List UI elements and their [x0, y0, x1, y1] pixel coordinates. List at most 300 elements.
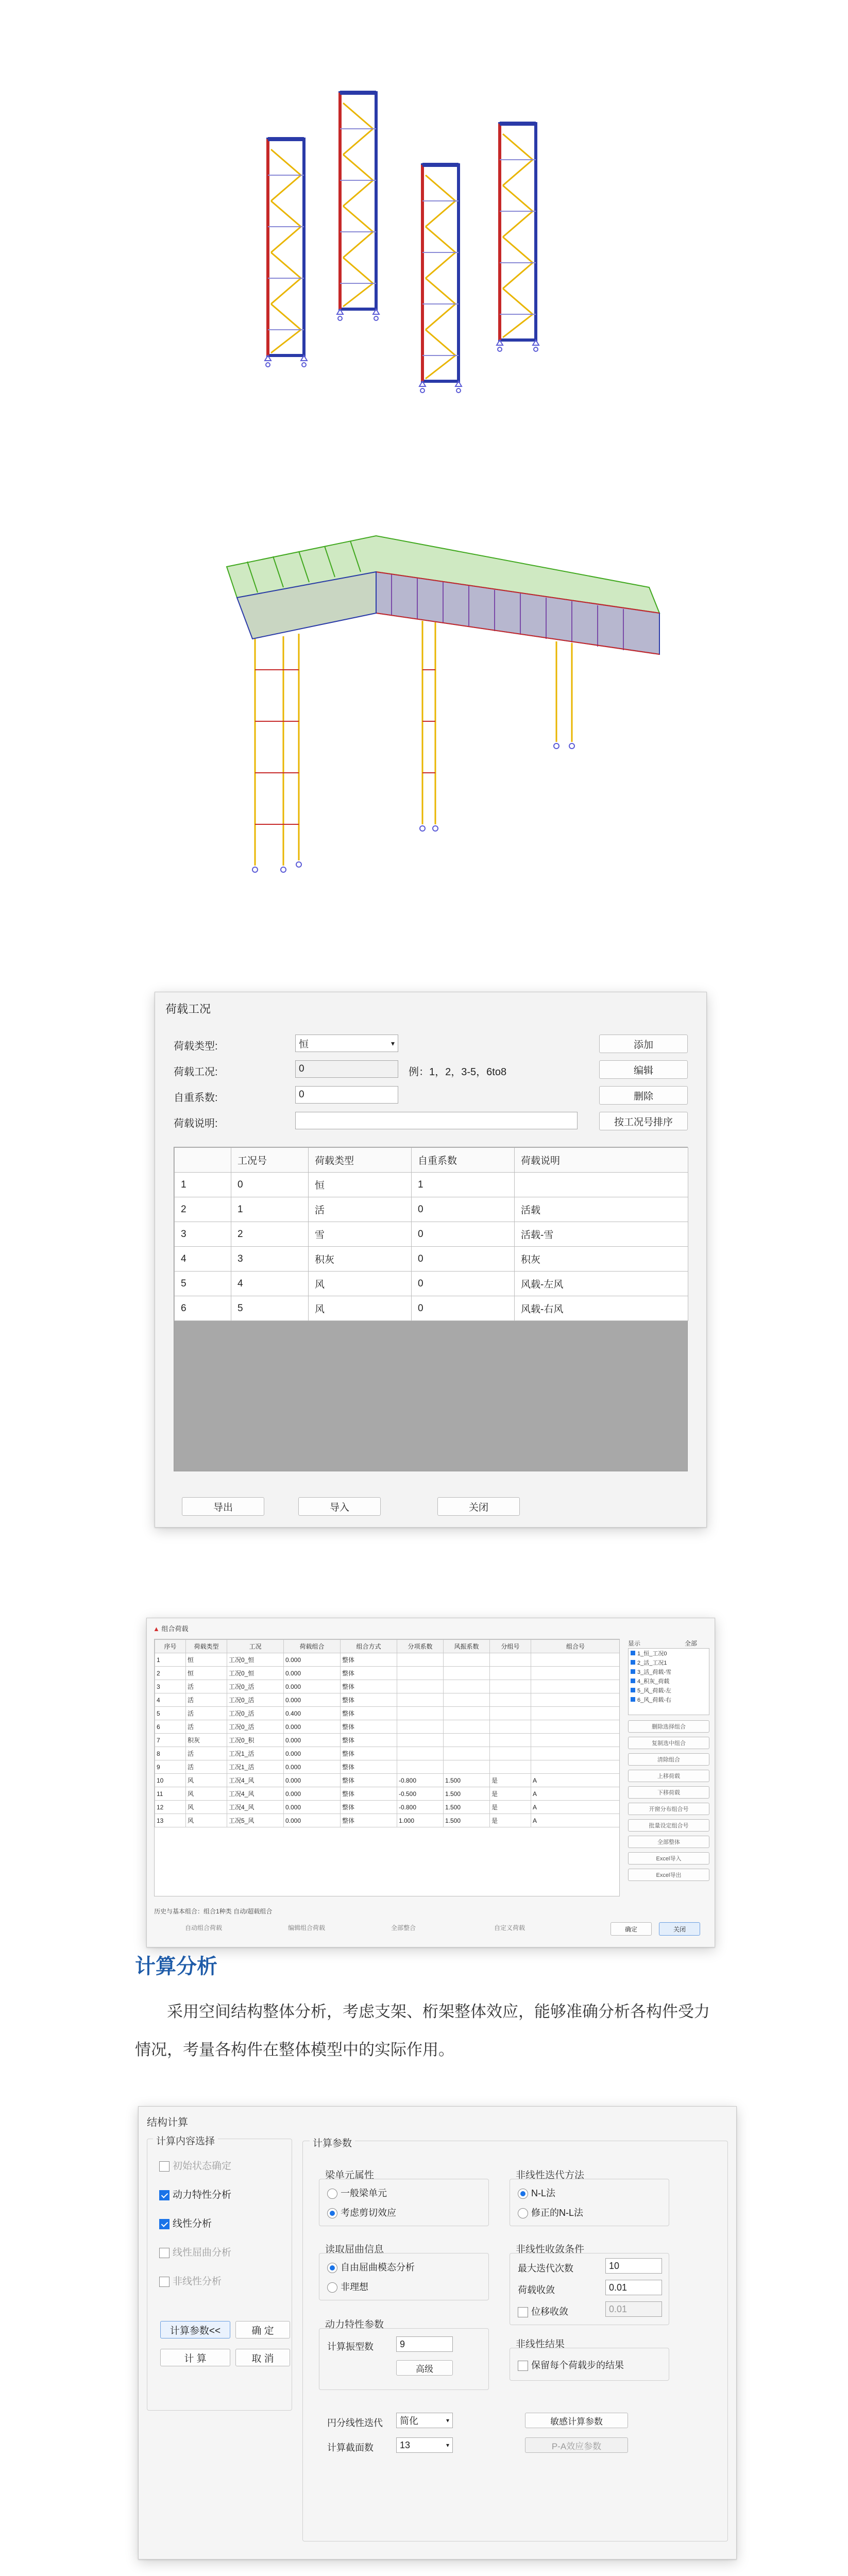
table-cell: 工况0_活 [227, 1680, 284, 1693]
load-combo-dialog [146, 1618, 715, 1947]
table-cell: 恒 [186, 1653, 227, 1667]
table-row[interactable] [155, 1760, 620, 1774]
table-cell: 是 [490, 1814, 531, 1827]
load-case-dialog [155, 992, 707, 1528]
table-cell: -0.800 [397, 1774, 444, 1787]
load-case-table-area [174, 1147, 688, 1471]
table-cell: 6 [155, 1720, 186, 1734]
table-cell: 0.000 [284, 1774, 341, 1787]
add-button[interactable]: 添加 [599, 1035, 688, 1053]
mode-iter-value: 简化 [400, 2416, 418, 2426]
chevron-down-icon: ▾ [446, 2417, 449, 2424]
table-row[interactable] [175, 1247, 688, 1272]
table-cell: 1 [412, 1173, 515, 1197]
table-cell: 0.000 [284, 1667, 341, 1680]
table-cell [531, 1667, 620, 1680]
dialog-title: 结构计算 [147, 2117, 188, 2128]
table-cell: 活载-雪 [515, 1222, 688, 1247]
combo-bottom-link[interactable]: 编辑组合荷载 [288, 1924, 326, 1931]
disp-conv-input[interactable]: 0.01 [605, 2301, 662, 2317]
table-cell: 活载 [515, 1197, 688, 1222]
nl-opt-nl-text: N-L法 [531, 2188, 556, 2198]
table-cell [397, 1760, 444, 1774]
table-row[interactable] [155, 1693, 620, 1707]
buckle-opt-free[interactable] [327, 2260, 415, 2274]
buckle-opt-free-text: 自由屈曲模态分析 [341, 2262, 415, 2273]
load-type-select[interactable] [295, 1035, 398, 1052]
nl-opt-modified-text: 修正的N-L法 [531, 2208, 584, 2218]
dialog-title: 组合荷载 [161, 1625, 189, 1633]
table-cell [490, 1693, 531, 1707]
table-cell: 0.400 [284, 1707, 341, 1720]
calc-item[interactable] [159, 2158, 231, 2172]
tree-item-label: 5_风_荷载-左 [637, 1688, 672, 1694]
table-cell: 1.000 [397, 1814, 444, 1827]
dyn-params-label: 动力特性参数 [325, 2319, 384, 2330]
self-weight-input[interactable]: 0 [295, 1086, 398, 1104]
table-cell [397, 1680, 444, 1693]
table-cell: 活 [186, 1707, 227, 1720]
table-cell: 11 [155, 1787, 186, 1801]
table-cell: 工况0_活 [227, 1720, 284, 1734]
table-cell [444, 1667, 490, 1680]
beam-opt-shear[interactable] [327, 2206, 396, 2219]
table-cell: 工况1_活 [227, 1747, 284, 1760]
tree-item-label: 3_活_荷载-雪 [637, 1669, 672, 1675]
calc-item[interactable] [159, 2187, 231, 2201]
all-label[interactable]: 全部 [685, 1640, 698, 1647]
combo-ok-button[interactable]: 确定 [610, 1922, 652, 1936]
table-cell [531, 1693, 620, 1707]
disp-conv-check[interactable] [518, 2304, 568, 2318]
table-cell: 活 [186, 1680, 227, 1693]
table-cell: 积灰 [186, 1734, 227, 1747]
table-cell: 1 [175, 1173, 231, 1197]
nl-opt-modified[interactable] [518, 2206, 583, 2219]
load-case-label: 荷载工况: [174, 1066, 218, 1078]
radio-icon [327, 2263, 337, 2273]
table-cell: 4 [155, 1693, 186, 1707]
combo-side-button[interactable]: 批量设定组合号 [628, 1819, 709, 1832]
table-cell: 整体 [341, 1787, 397, 1801]
tree-item[interactable] [629, 1658, 709, 1667]
table-cell: 风载-右风 [515, 1296, 688, 1321]
table-cell: 整体 [341, 1693, 397, 1707]
table-cell: 是 [490, 1774, 531, 1787]
combo-bottom-link[interactable]: 全部整合 [391, 1924, 416, 1931]
table-cell: 工况4_风 [227, 1774, 284, 1787]
tree-item[interactable] [629, 1667, 709, 1676]
nl-conv-label: 非线性收敛条件 [516, 2244, 585, 2255]
checkbox-icon [631, 1679, 635, 1683]
modes-input[interactable]: 9 [396, 2336, 453, 2352]
combo-side-button[interactable]: 删除选择组合 [628, 1720, 709, 1733]
max-iter-label: 最大迭代次数 [518, 2263, 573, 2274]
combo-side-button[interactable]: 复制选中组合 [628, 1737, 709, 1749]
table-cell: 13 [155, 1814, 186, 1827]
beam-opt-general[interactable] [327, 2186, 387, 2199]
table-cell: 0.000 [284, 1760, 341, 1774]
table-cell: 工况4_风 [227, 1801, 284, 1814]
table-cell [397, 1667, 444, 1680]
table-cell: 活 [186, 1693, 227, 1707]
load-type-value: 恒 [299, 1039, 309, 1050]
chevron-down-icon: ▾ [446, 2442, 449, 2449]
import-button[interactable]: 导入 [298, 1497, 381, 1516]
table-cell [444, 1734, 490, 1747]
calc-params-label: 计算参数 [310, 2136, 355, 2149]
table-cell: 12 [155, 1801, 186, 1814]
nl-method-label: 非线性迭代方法 [516, 2170, 585, 2181]
checkbox-icon [518, 2361, 528, 2371]
combo-side-button[interactable]: 上移荷载 [628, 1770, 709, 1782]
checkbox-icon [159, 2248, 169, 2258]
table-cell: 工况5_风 [227, 1814, 284, 1827]
mode-iter-select[interactable] [396, 2413, 453, 2428]
table-cell: 工况1_活 [227, 1760, 284, 1774]
advanced-button[interactable]: 高级 [396, 2360, 453, 2376]
table-cell: 4 [175, 1247, 231, 1272]
checkbox-icon [631, 1651, 635, 1655]
table-cell: 是 [490, 1801, 531, 1814]
table-row[interactable] [175, 1296, 688, 1321]
table-cell: 活 [186, 1747, 227, 1760]
load-conv-input[interactable]: 0.01 [605, 2280, 662, 2295]
sort-button[interactable]: 按工况号排序 [599, 1112, 688, 1130]
table-cell [490, 1667, 531, 1680]
radio-icon [518, 2208, 528, 2218]
table-cell: 整体 [341, 1653, 397, 1667]
table-cell: 0.000 [284, 1734, 341, 1747]
table-cell: 工况0_恒 [227, 1653, 284, 1667]
combo-bottom-link[interactable]: 自动组合荷载 [185, 1924, 223, 1931]
combo-tree[interactable] [628, 1648, 709, 1715]
load-conv-label: 荷载收敛 [518, 2285, 555, 2295]
close-button[interactable]: 关闭 [437, 1497, 520, 1516]
chevron-down-icon: ▾ [391, 1039, 395, 1047]
column-header: 序号 [155, 1640, 186, 1653]
structure-calc-dialog [138, 2106, 737, 2560]
combo-table [155, 1639, 620, 1827]
table-cell: 工况4_风 [227, 1787, 284, 1801]
table-cell [397, 1653, 444, 1667]
support-frames-model [247, 77, 577, 397]
table-cell: 恒 [186, 1667, 227, 1680]
table-row[interactable] [155, 1720, 620, 1734]
table-cell: 整体 [341, 1814, 397, 1827]
table-row[interactable] [155, 1734, 620, 1747]
table-cell: 0.000 [284, 1653, 341, 1667]
section-count-label: 计算截面数 [327, 2443, 374, 2453]
table-cell [444, 1693, 490, 1707]
tree-item-label: 4_积灰_荷载 [637, 1679, 670, 1685]
table-cell: 整体 [341, 1760, 397, 1774]
table-cell [515, 1173, 688, 1197]
calc-item[interactable] [159, 2274, 222, 2287]
buckle-opt-imperfect-text: 非理想 [341, 2282, 368, 2292]
table-cell: 工况0_恒 [227, 1667, 284, 1680]
load-desc-label: 荷载说明: [174, 1118, 218, 1129]
beam-opt-shear-text: 考虑剪切效应 [341, 2208, 396, 2218]
column-header: 分项系数 [397, 1640, 444, 1653]
checkbox-icon [159, 2277, 169, 2287]
table-cell: 10 [155, 1774, 186, 1787]
table-cell: 整体 [341, 1747, 397, 1760]
table-cell: 3 [155, 1680, 186, 1693]
edit-button[interactable]: 编辑 [599, 1060, 688, 1079]
table-row[interactable] [155, 1801, 620, 1814]
table-cell: 是 [490, 1787, 531, 1801]
dialog-title-bar [153, 1623, 189, 1633]
table-cell [531, 1653, 620, 1667]
table-cell: 工况0_活 [227, 1707, 284, 1720]
table-header-row [155, 1640, 620, 1653]
table-row[interactable] [155, 1707, 620, 1720]
table-cell: 风 [186, 1801, 227, 1814]
analysis-title: 计算分析 [135, 1955, 217, 1978]
disp-conv-text: 位移收敛 [531, 2307, 568, 2317]
delete-button[interactable]: 删除 [599, 1086, 688, 1105]
table-cell: 4 [231, 1272, 309, 1296]
table-cell [490, 1653, 531, 1667]
tree-item[interactable] [629, 1686, 709, 1695]
table-cell [531, 1760, 620, 1774]
tree-item[interactable] [629, 1695, 709, 1704]
load-case-table [174, 1147, 688, 1321]
combo-side-button[interactable]: 开窗分布组合号 [628, 1803, 709, 1815]
combo-side-button[interactable]: Excel导入 [628, 1852, 709, 1865]
column-header: 分组号 [490, 1640, 531, 1653]
table-cell: 0.000 [284, 1814, 341, 1827]
sensitivity-button[interactable]: 敏感计算参数 [525, 2413, 628, 2428]
table-cell [490, 1707, 531, 1720]
table-cell: 整体 [341, 1801, 397, 1814]
calc-content-label: 计算内容选择 [153, 2133, 218, 2147]
keep-results-check[interactable] [518, 2358, 624, 2371]
column-header: 荷载类型 [186, 1640, 227, 1653]
load-desc-input[interactable] [295, 1112, 578, 1129]
tree-item[interactable] [629, 1649, 709, 1658]
table-cell: 整体 [341, 1774, 397, 1787]
combo-note: 历史与基本组合：组合1种类 自动/超载组合 [154, 1908, 273, 1915]
table-cell: 0 [412, 1296, 515, 1321]
table-cell: 1 [155, 1653, 186, 1667]
max-iter-input[interactable]: 10 [605, 2258, 662, 2274]
table-cell [444, 1760, 490, 1774]
table-cell: 活 [186, 1720, 227, 1734]
combo-side-button[interactable]: 全部整体 [628, 1836, 709, 1848]
column-header [175, 1148, 231, 1173]
calc-ok-button[interactable]: 确 定 [235, 2321, 290, 2338]
table-row[interactable] [155, 1680, 620, 1693]
tree-item-label: 2_活_工况1 [637, 1660, 667, 1666]
tree-item[interactable] [629, 1676, 709, 1686]
table-cell [444, 1653, 490, 1667]
table-row[interactable] [175, 1197, 688, 1222]
combo-bottom-link[interactable]: 自定义荷载 [494, 1924, 525, 1931]
table-cell [531, 1707, 620, 1720]
column-header: 工况号 [231, 1148, 309, 1173]
buckle-opt-imperfect[interactable] [327, 2280, 368, 2293]
table-cell: 5 [231, 1296, 309, 1321]
table-cell [444, 1707, 490, 1720]
calc-item-label: 线性分析 [173, 2218, 212, 2229]
table-cell: 积灰 [309, 1247, 412, 1272]
table-cell: 0 [412, 1197, 515, 1222]
table-cell: 工况0_积 [227, 1734, 284, 1747]
calc-run-button[interactable]: 计 算 [160, 2349, 230, 2366]
table-cell: 0 [412, 1247, 515, 1272]
radio-icon [327, 2189, 337, 2199]
table-cell [444, 1680, 490, 1693]
table-cell: 7 [155, 1734, 186, 1747]
table-cell [397, 1720, 444, 1734]
table-cell [531, 1720, 620, 1734]
table-cell: 1 [231, 1197, 309, 1222]
column-header: 风振系数 [444, 1640, 490, 1653]
column-header: 荷载类型 [309, 1148, 412, 1173]
table-cell: 0.000 [284, 1787, 341, 1801]
table-row[interactable] [155, 1667, 620, 1680]
table-cell: A [531, 1801, 620, 1814]
column-header: 荷载组合 [284, 1640, 341, 1653]
table-cell [397, 1747, 444, 1760]
checkbox-icon [631, 1669, 635, 1674]
checkbox-icon [631, 1688, 635, 1692]
table-header-row [175, 1148, 688, 1173]
table-cell: 恒 [309, 1173, 412, 1197]
column-header: 组合号 [531, 1640, 620, 1653]
table-cell [490, 1720, 531, 1734]
table-row[interactable] [155, 1747, 620, 1760]
calc-params-button[interactable]: 计算参数<< [160, 2321, 230, 2338]
checkbox-icon [631, 1697, 635, 1702]
table-cell: 整体 [341, 1734, 397, 1747]
calc-cancel-button[interactable]: 取 消 [235, 2349, 290, 2366]
analysis-paragraph: 采用空间结构整体分析，考虑支架、桁架整体效应，能够准确分析各构件受力情况，考量各构件在整体模型中的实际作用。 [135, 2003, 710, 2059]
calc-item-label: 非线性分析 [173, 2276, 222, 2287]
column-header: 工况 [227, 1640, 284, 1653]
table-cell: 0.000 [284, 1720, 341, 1734]
table-cell: 3 [231, 1247, 309, 1272]
table-cell: 活 [186, 1760, 227, 1774]
table-cell: 0 [231, 1173, 309, 1197]
table-cell: 8 [155, 1747, 186, 1760]
modes-label: 计算振型数 [327, 2342, 374, 2352]
table-cell [444, 1720, 490, 1734]
table-cell: 0 [412, 1222, 515, 1247]
table-cell [397, 1734, 444, 1747]
mode-iter-label: 円分线性迭代 [327, 2418, 383, 2428]
load-case-hint: 例：1，2，3-5，6to8 [409, 1066, 507, 1078]
table-row[interactable] [175, 1173, 688, 1197]
table-cell: 积灰 [515, 1247, 688, 1272]
nl-opt-nl[interactable] [518, 2186, 555, 2199]
load-case-input[interactable]: 0 [295, 1060, 398, 1078]
load-type-label: 荷载类型: [174, 1041, 218, 1052]
table-row[interactable] [155, 1814, 620, 1827]
gallery-3d-model [206, 505, 685, 896]
combo-side-button[interactable]: 下移荷载 [628, 1786, 709, 1799]
table-cell: 活 [309, 1197, 412, 1222]
table-cell: 雪 [309, 1222, 412, 1247]
table-cell: 1.500 [444, 1801, 490, 1814]
calc-item-label: 初始状态确定 [173, 2161, 232, 2172]
table-row[interactable] [155, 1787, 620, 1801]
app-logo-icon: ▲ [153, 1625, 160, 1633]
combo-bottom-links [154, 1923, 597, 1936]
table-row[interactable] [155, 1774, 620, 1787]
checkbox-icon [159, 2161, 169, 2172]
table-cell: 整体 [341, 1720, 397, 1734]
table-cell: 0.000 [284, 1801, 341, 1814]
combo-side-button[interactable]: Excel导出 [628, 1869, 709, 1881]
checkbox-icon [159, 2190, 169, 2200]
table-cell: 0.000 [284, 1747, 341, 1760]
combo-side-panel [628, 1639, 709, 1896]
column-header: 荷载说明 [515, 1148, 688, 1173]
show-label: 显示 [628, 1640, 641, 1647]
table-cell: 0 [412, 1272, 515, 1296]
table-cell: 2 [231, 1222, 309, 1247]
table-cell: A [531, 1787, 620, 1801]
combo-side-button[interactable]: 清除组合 [628, 1753, 709, 1766]
table-cell: 1.500 [444, 1774, 490, 1787]
table-cell: 整体 [341, 1707, 397, 1720]
table-row[interactable] [175, 1272, 688, 1296]
radio-icon [327, 2208, 337, 2218]
table-cell [397, 1693, 444, 1707]
table-cell: 工况0_活 [227, 1693, 284, 1707]
section-count-select[interactable] [396, 2437, 453, 2453]
table-row[interactable] [155, 1653, 620, 1667]
table-cell [531, 1734, 620, 1747]
table-cell: 5 [155, 1707, 186, 1720]
table-cell: -0.500 [397, 1787, 444, 1801]
table-cell: 风载-左风 [515, 1272, 688, 1296]
table-cell: 6 [175, 1296, 231, 1321]
export-button[interactable]: 导出 [182, 1497, 264, 1516]
table-cell: 风 [186, 1774, 227, 1787]
table-cell [531, 1680, 620, 1693]
table-cell [531, 1747, 620, 1760]
radio-icon [327, 2282, 337, 2293]
calc-item[interactable] [159, 2216, 212, 2230]
radio-icon [518, 2189, 528, 2199]
table-cell: 整体 [341, 1667, 397, 1680]
table-cell [490, 1760, 531, 1774]
calc-item[interactable] [159, 2245, 231, 2259]
table-cell: 1.500 [444, 1814, 490, 1827]
table-row[interactable] [175, 1222, 688, 1247]
beam-opt-general-text: 一般梁单元 [341, 2188, 387, 2198]
checkbox-icon [631, 1660, 635, 1665]
table-cell: 0.000 [284, 1693, 341, 1707]
p-delta-button[interactable]: P-A效应参数 [525, 2437, 628, 2453]
table-cell: 9 [155, 1760, 186, 1774]
table-cell: -0.800 [397, 1801, 444, 1814]
calc-item-label: 线性屈曲分析 [173, 2247, 232, 2258]
table-cell: A [531, 1774, 620, 1787]
tree-item-label: 6_风_荷载-右 [637, 1697, 672, 1703]
section-count-value: 13 [400, 2439, 411, 2450]
tree-item-label: 1_恒_工况0 [637, 1651, 667, 1657]
combo-close-button[interactable]: 关闭 [659, 1922, 700, 1936]
table-cell: 1.500 [444, 1787, 490, 1801]
table-cell [490, 1680, 531, 1693]
table-cell [397, 1707, 444, 1720]
dialog-title: 荷载工况 [165, 1003, 211, 1015]
